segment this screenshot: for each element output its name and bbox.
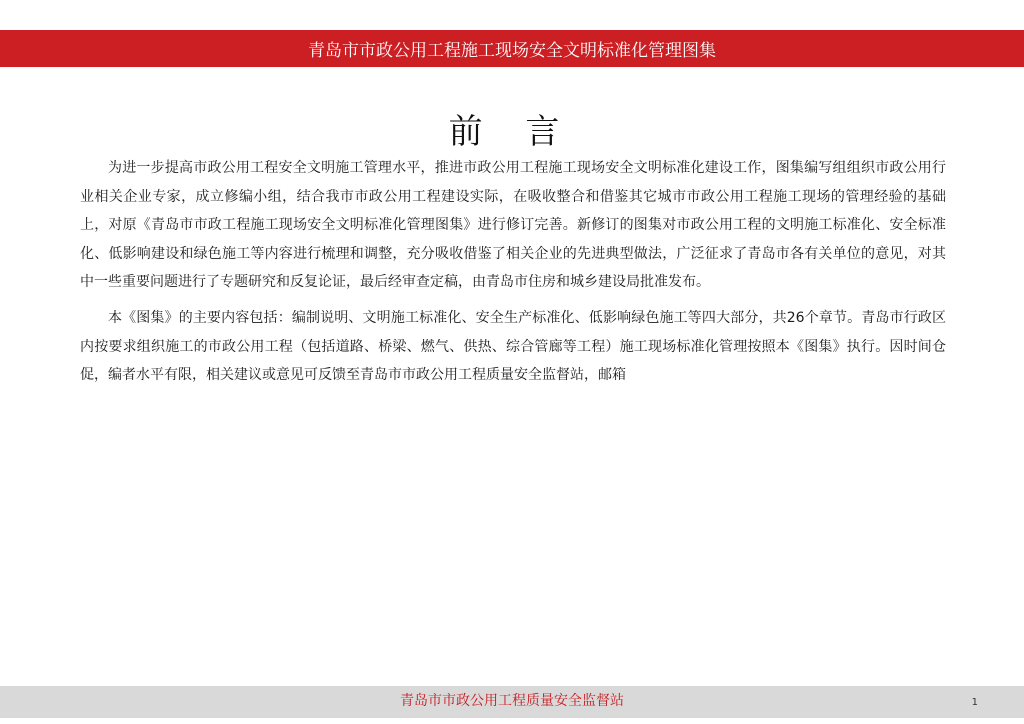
footer-organization: 青岛市市政公用工程质量安全监督站 [400,693,624,709]
top-margin [0,0,1024,30]
document-heading: 前 言 [448,112,576,152]
document-body [80,154,946,390]
page-number: 1 [971,697,978,708]
paragraph-1: 为进一步提高市政公用工程安全文明施工管理水平，推进市政公用工程施工现场安全文明标准化建设工作，图集编写组组织市政公用行业相关企业专家，成立修编小组，结合我市市政公用工程建设实际，在吸收整合和借鉴其它城市市政公用工程施工现场的管理经验的基础上，对原《青岛市市政工程施工现场安全文明标准化管理图集》进行修订完善。新修订的图集对市政公用工程的文明施工标准化、安全标准化、低影响建设和绿色施工等内容进行梳理和调整，充分吸收借鉴了相关企业的先进典型做法，广泛征求了青岛市各有关单位的意见，对其中一些重要问题进行了专题研究和反复论证，最后经审查定稿，由青岛市住房和城乡建设局批准发布。 [80,160,946,291]
paragraph-2: 本《图集》的主要内容包括：编制说明、文明施工标准化、安全生产标准化、低影响绿色施工等四大部分，共26个章节。青岛市行政区内按要求组织施工的市政公用工程（包括道路、桥梁、燃气、供热、综合管廊等工程）施工现场标准化管理按照本《图集》执行。因时间仓促，编者水平有限，相关建议或意见可反馈至青岛市市政公用工程质量安全监督站，邮箱 [80,309,946,384]
header-band [0,30,1024,67]
header-title: 青岛市市政公用工程施工现场安全文明标准化管理图集 [308,41,716,61]
footer-band [0,686,1024,718]
